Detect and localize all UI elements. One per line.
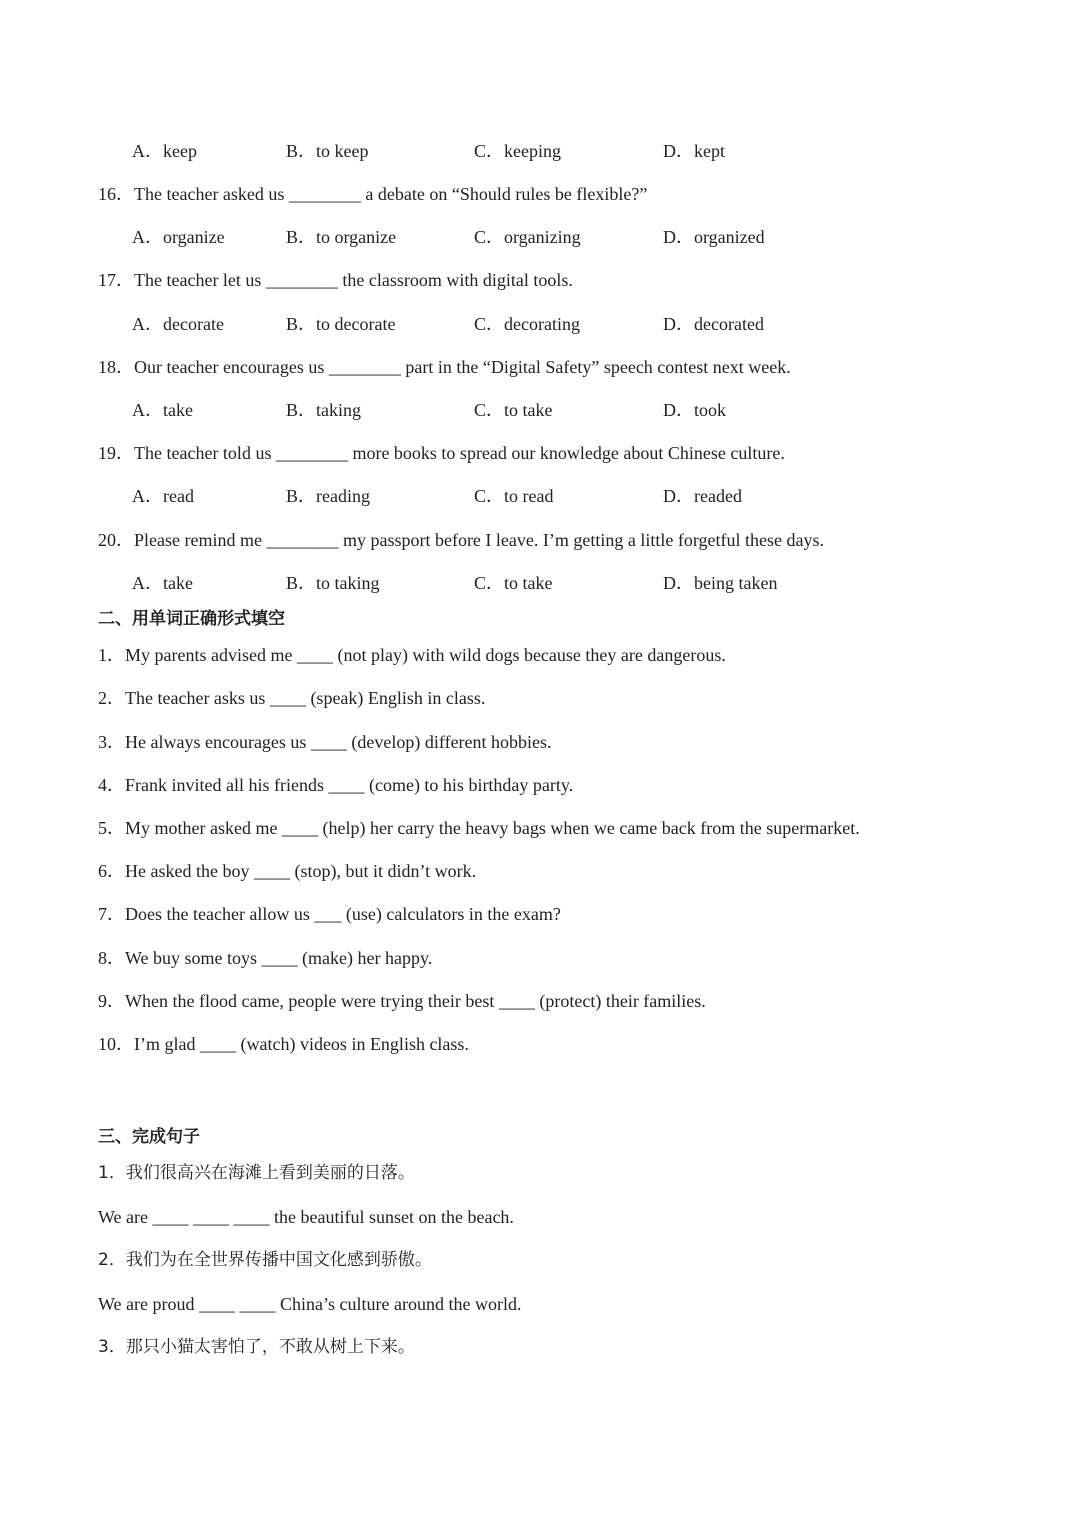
chinese-prompt: 2．我们为在全世界传播中国文化感到骄傲。 [98, 1250, 432, 1270]
option-d: D．kept [663, 141, 725, 161]
question-text: 19．The teacher told us ________ more books to spread our knowledge about Chinese culture. [98, 443, 785, 463]
option-c: C．to take [474, 573, 553, 593]
list-item: 5．My mother asked me ____ (help) her carry the heavy bags when we came back from the supermarket. [98, 818, 860, 838]
list-item: 6．He asked the boy ____ (stop), but it didn’t work. [98, 861, 477, 881]
question-text: 17．The teacher let us ________ the classroom with digital tools. [98, 270, 573, 290]
section-heading: 三、完成句子 [98, 1127, 200, 1147]
option-c: C．decorating [474, 314, 580, 334]
option-a: A．organize [132, 227, 225, 247]
option-b: B．to decorate [286, 314, 396, 334]
option-c: C．to read [474, 486, 554, 506]
option-a: A．read [132, 486, 194, 506]
question-text: 20．Please remind me ________ my passport before I leave. I’m getting a little forgetful these days. [98, 530, 824, 550]
chinese-prompt: 1．我们很高兴在海滩上看到美丽的日落。 [98, 1163, 415, 1183]
option-b: B．to taking [286, 573, 380, 593]
option-a: A．keep [132, 141, 197, 161]
section-heading: 二、用单词正确形式填空 [98, 609, 285, 629]
option-c: C．keeping [474, 141, 561, 161]
list-item: 9．When the flood came, people were trying their best ____ (protect) their families. [98, 991, 706, 1011]
option-a: A．take [132, 573, 193, 593]
option-c: C．to take [474, 400, 553, 420]
option-b: B．taking [286, 400, 361, 420]
option-b: B．to keep [286, 141, 369, 161]
option-c: C．organizing [474, 227, 581, 247]
english-sentence: We are proud ____ ____ China’s culture around the world. [98, 1294, 522, 1314]
option-d: D．readed [663, 486, 742, 506]
list-item: 10．I’m glad ____ (watch) videos in English class. [98, 1034, 469, 1054]
list-item: 8．We buy some toys ____ (make) her happy. [98, 948, 433, 968]
list-item: 2．The teacher asks us ____ (speak) English in class. [98, 688, 486, 708]
question-text: 18．Our teacher encourages us ________ part in the “Digital Safety” speech contest next week. [98, 357, 791, 377]
chinese-prompt: 3．那只小猫太害怕了，不敢从树上下来。 [98, 1337, 415, 1357]
list-item: 1．My parents advised me ____ (not play) with wild dogs because they are dangerous. [98, 645, 726, 665]
option-a: A．take [132, 400, 193, 420]
option-d: D．decorated [663, 314, 764, 334]
option-a: A．decorate [132, 314, 224, 334]
list-item: 7．Does the teacher allow us ___ (use) calculators in the exam? [98, 904, 561, 924]
english-sentence: We are ____ ____ ____ the beautiful sunset on the beach. [98, 1207, 514, 1227]
option-d: D．organized [663, 227, 765, 247]
list-item: 3．He always encourages us ____ (develop) different hobbies. [98, 732, 552, 752]
question-text: 16．The teacher asked us ________ a debate on “Should rules be flexible?” [98, 184, 648, 204]
list-item: 4．Frank invited all his friends ____ (come) to his birthday party. [98, 775, 574, 795]
option-b: B．reading [286, 486, 370, 506]
option-d: D．being taken [663, 573, 778, 593]
option-b: B．to organize [286, 227, 397, 247]
option-d: D．took [663, 400, 726, 420]
